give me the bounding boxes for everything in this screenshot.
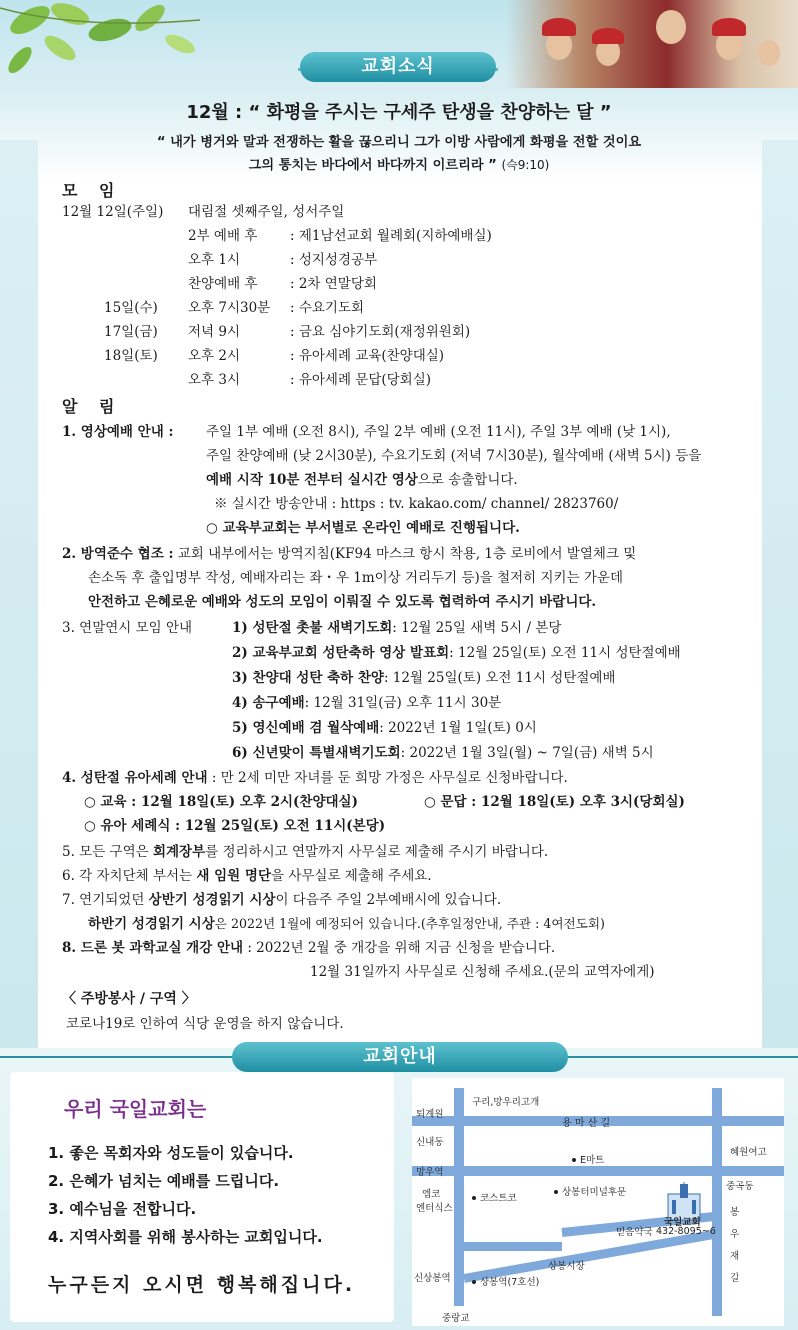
leaves-decoration [0,0,240,90]
notice-4-education: ○ 교육 : 12월 18일(토) 오후 2시(찬양대실) [84,794,358,810]
notice-3-item [232,616,561,636]
notice-5 [62,840,548,860]
map-label-road-top: 용 마 산 길 [562,1118,611,1129]
map-label-phone: 432-8095~6 [656,1226,716,1237]
meeting-event: : 금요 심야기도회(재정위원회) [290,324,471,340]
notice-3-item-label: 4) 송구예배 [232,695,305,711]
kitchen-text: 코로나19로 인하여 식당 운영을 하지 않습니다. [66,1016,344,1032]
notice-7-l2a: 하반기 성경읽기 시상 [88,916,215,932]
meeting-time: 2부 예배 후 [188,228,258,244]
map-label-costco: 코스트코 [480,1193,517,1204]
map-dot [472,1196,476,1200]
notice-4-title: 4. 성탄절 유아세례 안내 [62,770,208,786]
notice-7-l2b: 은 2022년 1월에 예정되어 있습니다.(추후일정안내, 주관 : 4여전도회) [214,916,605,931]
map-label-sinnaedong: 신내동 [416,1137,444,1148]
notice-3-item-detail: : 12월 31일(금) 오후 11시 30분 [304,695,502,711]
notice-3-item [232,666,615,686]
notice-5-a: 5. 모든 구역은 [62,844,153,860]
meeting-row [188,200,344,220]
map-road-horizontal-bottom [454,1242,562,1251]
intro-title-text: 우리 국일교회는 [64,1097,207,1121]
notice-1-emphasis: 예배 시작 10분 전부터 실시간 영상 [206,472,418,488]
verse-reference: (슥9:10) [501,158,550,172]
left-frame [0,140,38,1060]
notice-3-item-detail: : 12월 25일(토) 오전 11시 성탄절예배 [449,645,681,661]
month-theme: 12월 : “ 화평을 주시는 구세주 탄생을 찬양하는 달 ” [186,102,612,123]
meeting-row [188,224,257,244]
map-label-church: 국일교회 [664,1217,701,1228]
meeting-time: 오후 2시 [188,348,241,364]
notice-2-line-3: 안전하고 은혜로운 예배와 성도의 모임이 이뤄질 수 있도록 협력하여 주시기 바랍니다. [88,594,597,610]
notice-3-item-label: 2) 교육부교회 성탄축하 영상 발표회 [232,645,450,661]
notice-2-line-1 [62,542,636,562]
map-road-vertical-right [712,1088,722,1316]
notice-3-item-detail: : 2022년 1월 1일(토) 0시 [379,720,537,736]
notice-1-line-2: 주일 찬양예배 (낮 2시30분), 수요기도회 (저녁 7시30분), 월삭예배 (새벽 5시) 등을 [206,448,702,464]
kitchen-heading: 〈 주방봉사 / 구역 〉 [62,991,196,1007]
meeting-time: 오후 1시 [188,252,241,268]
notice-3-item [232,716,537,736]
meeting-time: 오후 7시30분 [188,300,271,316]
notice-6-b: 새 임원 명단 [196,868,271,884]
meeting-date: 18일(토) [104,348,158,364]
church-map [412,1078,784,1326]
map-label-bongujae: 봉우재길 [730,1207,740,1284]
map-label-toegyewon: 퇴계원 [416,1109,444,1120]
intro-slogan: 누구든지 오시면 행복해집니다. [48,1274,356,1296]
notice-1-title: 1. 영상예배 안내 : [62,424,174,440]
map-road-horizontal-mid [412,1166,784,1176]
map-label-market: 상봉시장 [548,1261,585,1272]
meeting-time: 대림절 셋째주일, 성서주일 [188,204,345,220]
notice-3-item-detail: : 12월 25일 새벽 5시 / 본당 [392,620,562,636]
notice-7-b: 상반기 성경읽기 시상 [148,892,276,908]
notice-2-line-2: 손소독 후 출입명부 작성, 예배자리는 좌・우 1m이상 거리두기 등)을 철저히 지키는 가운데 [88,570,624,586]
notice-3-item-label: 5) 영신예배 겸 월삭예배 [232,720,380,736]
map-label-mangu: 망우역 [416,1167,444,1178]
notice-3-item [232,741,654,761]
notice-8-line-2: 12월 31일까지 사무실로 신청해 주세요.(문의 교역자에게) [310,964,655,980]
notice-1-text: 으로 송출합니다. [417,472,518,488]
notice-3-item [232,691,501,711]
notice-7-c: 이 다음주 주일 2부예배시에 있습니다. [275,892,502,908]
notice-4-interview: ○ 문답 : 12월 18일(토) 오후 3시(당회실) [424,794,685,810]
verse-line-1: “ 내가 병거와 말과 전쟁하는 활을 끊으리니 그가 이방 사람에게 화평을 전할 것이요 [156,135,642,150]
meeting-time: 오후 3시 [188,372,241,388]
notice-5-b: 회계장부 [152,844,206,860]
map-label-emart: E마트 [580,1155,605,1166]
map-dot [572,1158,576,1162]
notice-3-item-label: 3) 찬양대 성탄 축하 찬양 [232,670,384,686]
map-label-sinsangbong: 신상봉역 [414,1273,451,1284]
intro-item: 2. 은혜가 넘치는 예배를 드립니다. [48,1172,280,1190]
notice-4-line-1 [62,766,568,786]
meeting-row [188,248,240,268]
notice-8-b: : 2022년 2월 중 개강을 위해 지금 신청을 받습니다. [243,940,556,956]
map-label-pharmacy: 믿음약국 [616,1227,653,1238]
notice-1-line-1: 주일 1부 예배 (오전 8시), 주일 2부 예배 (오전 11시), 주일 3부 예배 (낮 1시), [206,424,671,440]
verse-line-2 [0,154,798,173]
meeting-date: 15일(수) [104,300,158,316]
news-section-title: 교회소식 [300,52,496,82]
notice-6-a: 6. 각 자치단체 부서는 [62,868,197,884]
meetings-heading: 모 임 [62,181,123,200]
map-dot [554,1190,558,1194]
notice-4-baptism: ○ 유아 세례식 : 12월 25일(토) 오전 11시(본당) [84,818,386,834]
meeting-date: 17일(금) [104,324,158,340]
intro-item: 4. 지역사회를 위해 봉사하는 교회입니다. [48,1228,323,1246]
notice-3-item-label: 1) 성탄절 촛불 새벽기도회 [232,620,393,636]
notice-8 [62,936,555,956]
map-label-entersix: 엔터식스 [416,1203,453,1214]
meeting-time: 찬양예배 후 [188,276,258,292]
meeting-row [62,200,163,220]
meeting-event: : 유아세례 문답(당회실) [290,372,432,388]
notice-6 [62,864,432,884]
map-label-jungnang: 중랑교 [442,1313,470,1324]
notice-1-line-5: ○ 교육부교회는 부서별로 온라인 예배로 진행됩니다. [206,520,520,536]
notice-8-a: 8. 드론 봇 과학교실 개강 안내 [62,940,244,956]
choir-photo [506,0,798,88]
notice-3-title: 3. 연말연시 모임 안내 [62,620,193,636]
meeting-time: 저녁 9시 [188,324,241,340]
meeting-event: : 수요기도회 [290,300,365,316]
live-stream-link[interactable]: ※ 실시간 방송안내 : https : tv. kakao.com/ channel/ 2823760/ [214,496,619,512]
map-label-terminal: 상봉터미널후문 [562,1187,627,1198]
notice-7-a: 7. 연기되었던 [62,892,149,908]
intro-item: 1. 좋은 목회자와 성도들이 있습니다. [48,1144,294,1162]
meeting-event: : 2차 연말당회 [290,276,377,292]
notice-1-line-3 [206,468,518,488]
map-dot [472,1280,476,1284]
notice-3-item [232,641,681,661]
meeting-event: : 성지성경공부 [290,252,378,268]
verse-text-2: 그의 통치는 바다에서 바다까지 이르리라 ” [248,158,497,173]
map-label-top-arrow: 구리,망우리고개 [472,1097,540,1108]
notice-3-item-label: 6) 신년맞이 특별새벽기도회 [232,745,401,761]
notice-7 [62,888,501,908]
map-label-sangbong: 상봉역(7호선) [480,1277,540,1288]
meeting-event: : 제1남선교회 월례회(지하예배실) [290,228,492,244]
notice-7-line-2 [88,912,605,932]
notice-2-text: 교회 내부에서는 방역지침(KF94 마스크 항시 착용, 1층 로비에서 발열체크 및 [177,546,637,562]
notices-heading: 알 림 [62,397,123,416]
intro-item: 3. 예수님을 전합니다. [48,1200,197,1218]
meeting-event: : 유아세례 교육(찬양대실) [290,348,445,364]
notice-3-item-detail: : 2022년 1월 3일(월) ~ 7일(금) 새벽 5시 [400,745,654,761]
meeting-date: 12월 12일(주일) [62,204,164,220]
notice-3-item-detail: : 12월 25일(토) 오전 11시 성탄절예배 [383,670,616,686]
notice-4-text: : 만 2세 미만 자녀를 둔 희망 가정은 사무실로 신청바랍니다. [211,770,568,786]
notice-2-title: 2. 방역준수 협조 : [62,546,174,562]
right-frame [762,140,798,1060]
notice-6-c: 을 사무실로 제출해 주세요. [270,868,432,884]
map-label-hyewon: 혜원여고 [730,1147,767,1158]
meeting-row [188,272,258,292]
map-label-junggokdong: 중곡동 [726,1181,754,1192]
intro-title [40,1090,240,1128]
map-label-emco: 엠코 [422,1189,441,1200]
guide-section-title: 교회안내 [232,1042,568,1072]
notice-5-c: 를 정리하시고 연말까지 사무실로 제출해 주시기 바랍니다. [205,844,549,860]
